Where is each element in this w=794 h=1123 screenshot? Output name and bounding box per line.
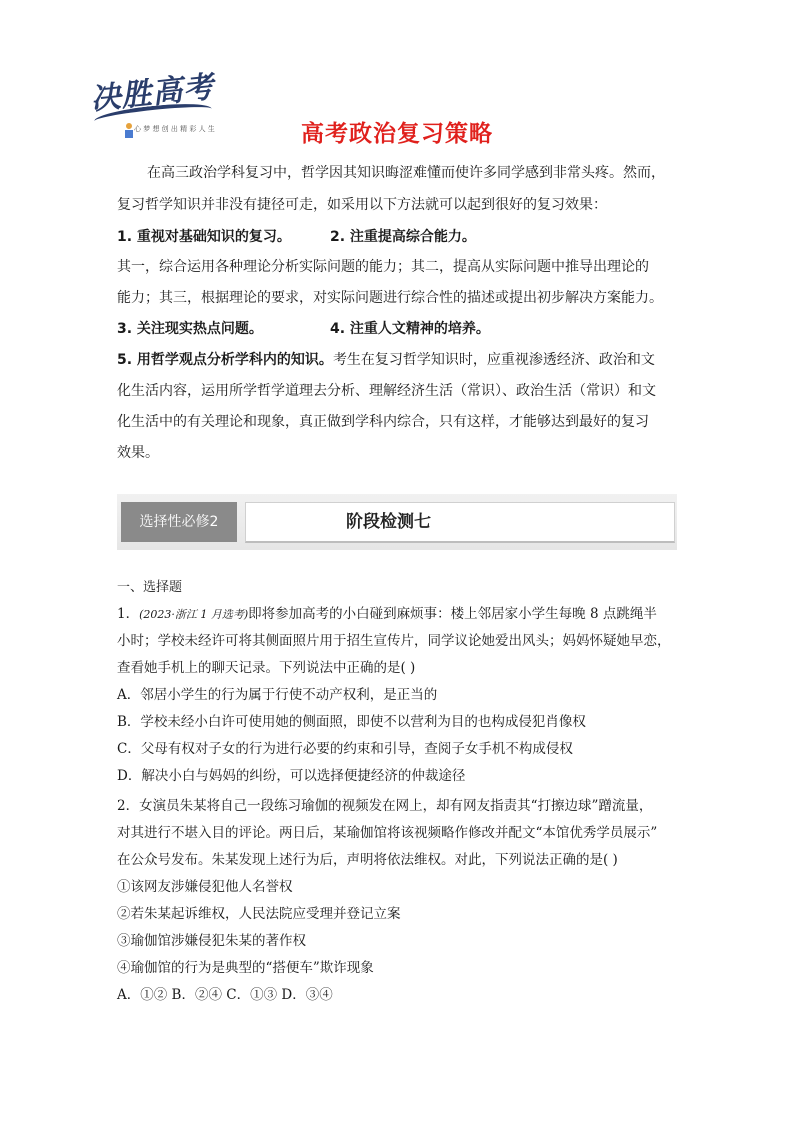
intro-p1-line2: 复习哲学知识并非没有捷径可走，如采用以下方法就可以起到很好的复习效果： [117,197,607,213]
q2-stem-line1: 2．女演员朱某将自己一段练习瑜伽的视频发在网上，却有网友指责其“打擦边球”蹭流量， [117,798,653,814]
q2-stem-line3: 在公众号发布。朱某发现上述行为后，声明将依法维权。对此，下列说法正确的是( ) [117,852,618,868]
logo-text: 决胜高考 [88,69,216,118]
intro-p2-line2: 能力；其三，根据理论的要求，对实际问题进行综合性的描述或提出初步解决方案能力。 [117,290,663,306]
q2-item-1: ①该网友涉嫌侵犯他人名誉权 [117,879,293,895]
q1-option-d: D．解决小白与妈妈的纠纷，可以选择便捷经济的仲裁途径 [117,768,466,784]
q2-answers: A．①② B．②④ C．①③ D．③④ [117,987,333,1003]
intro-item3: 3. 关注现实热点问题。 [117,321,263,337]
q1-option-c: C．父母有权对子女的行为进行必要的约束和引导，查阅子女手机不构成侵权 [117,741,573,757]
q2-item-2: ②若朱某起诉维权，人民法院应受理并登记立案 [117,906,401,922]
intro-item1: 1. 重视对基础知识的复习。 [117,229,291,245]
intro-item5-line4: 效果。 [117,445,159,461]
intro-p1-line1: 在高三政治学科复习中，哲学因其知识晦涩难懂而使许多同学感到非常头疼。然而， [147,165,665,181]
banner-course-label: 选择性必修2 [121,502,237,542]
question-2 [117,793,679,1009]
intro-item5-line3: 化生活中的有关理论和现象，真正做到学科内综合，只有这样，才能够达到最好的复习 [117,414,649,430]
banner-title: 阶段检测七 [346,512,431,532]
q1-stem-line1 [117,601,679,628]
intro-item2: 2. 注重提高综合能力。 [330,229,476,245]
q1-option-a: A．邻居小学生的行为属于行使不动产权利，是正当的 [117,687,438,703]
banner-title-box [245,502,675,543]
q2-item-3: ③瑜伽馆涉嫌侵犯朱某的著作权 [117,933,306,949]
q1-stem-line2: 小时；学校未经许可将其侧面照片用于招生宣传片，同学议论她爱出风头；妈妈怀疑她早恋， [117,633,671,649]
intro-item4: 4. 注重人文精神的培养。 [330,321,490,337]
q2-item-4: ④瑜伽馆的行为是典型的“搭便车”欺诈现象 [117,960,374,976]
page-title: 高考政治复习策略 [301,121,493,147]
intro-item5-line2: 化生活内容，运用所学哲学道理去分析、理解经济生活（常识）、政治生活（常识）和文 [117,383,656,399]
q1-number: 1． [117,606,140,622]
q2-stem-line2: 对其进行不堪入目的评论。两日后，某瑜伽馆将该视频略作修改并配文“本馆优秀学员展示” [117,825,658,841]
q1-option-b: B．学校未经小白许可使用她的侧面照，即使不以营利为目的也构成侵犯肖像权 [117,714,586,730]
intro-item5-bold: 5. 用哲学观点分析学科内的知识。 [117,352,333,368]
section-heading: 一、选择题 [117,580,183,595]
q1-stem-line3: 查看她手机上的聊天记录。下列说法中正确的是( ) [117,660,416,676]
q1-source: (2023·浙江 1 月选考) [139,608,249,621]
intro-p2-line1: 其一，综合运用各种理论分析实际问题的能力；其二，提高从实际问题中推导出理论的 [117,259,649,275]
q1-stem1: 即将参加高考的小白碰到麻烦事：楼上邻居家小学生每晚 8 点跳绳半 [248,606,657,622]
intro-item5-rest: 考生在复习哲学知识时，应重视渗透经济、政治和文 [332,352,655,368]
intro-item5-line1 [117,345,655,375]
question-1 [117,601,679,790]
section-banner [117,494,677,550]
logo-subtitle: 心 梦 想 创 出 精 彩 人 生 [134,125,215,133]
